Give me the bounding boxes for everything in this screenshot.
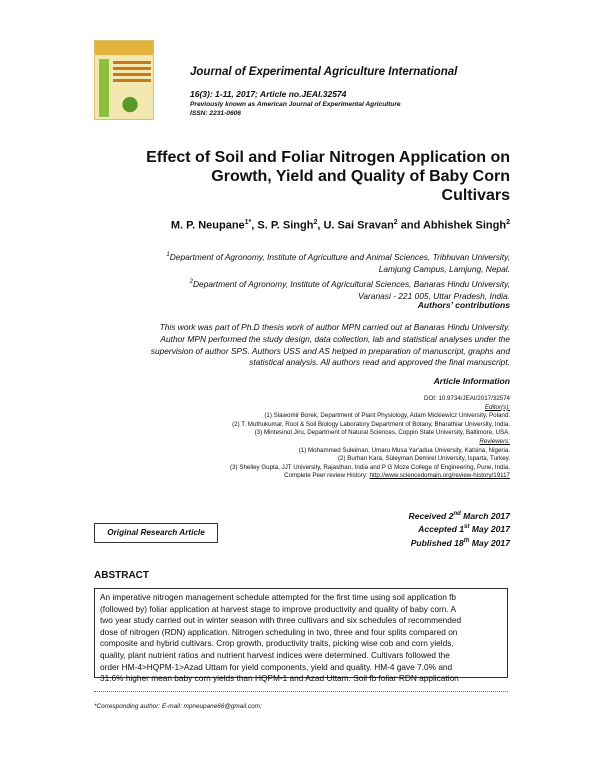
author-separator: , <box>251 219 258 232</box>
editor-entry: (1) Slawomir Borek, Department of Plant Physiology, Adam Mickiewicz University, Poland. <box>264 412 510 420</box>
reviewer-entry: (1) Mohammed Suleiman, Umaru Musa Yar'adua University, Katsina, Nigeria. <box>298 446 510 454</box>
affiliation-cont: Lamjung Campus, Lamjung, Nepal. <box>378 264 510 275</box>
author-separator: and <box>397 219 423 232</box>
article-info-heading: Article Information <box>433 376 510 386</box>
journal-citation: 16(3): 1-11, 2017; Article no.JEAI.32574 <box>190 89 347 99</box>
abstract-line: An imperative nitrogen management schedule attempted for the first time using soil application fb <box>100 592 457 602</box>
journal-issn: ISSN: 2231-0606 <box>190 110 241 117</box>
title-line: Effect of Soil and Foliar Nitrogen Application on <box>146 149 510 166</box>
author-affiliation-mark: 2 <box>313 219 318 226</box>
editor-entry: (3) Mintesinot Jiru, Department of Natural Sciences, Coppin State University, Baltimore, USA. <box>254 429 510 437</box>
abstract-line: quality, plant nutrient ratios and nutrient harvest indices were determined. Cultivars followed the <box>100 649 450 660</box>
title-line: Cultivars <box>441 187 510 204</box>
abstract-line: 31.6% higher mean baby corn yields than HQPM-1 and Azad Uttam. Soil fb foliar RDN application <box>100 673 459 684</box>
affiliation: $^1$Department of Agronomy, Institute of Agriculture and Animal Sciences, Tribhuvan University, <box>166 251 510 262</box>
affiliations <box>130 249 510 302</box>
journal-name: Journal of Experimental Agriculture International <box>190 66 458 78</box>
author-name: U. Sai Sravan <box>323 219 394 232</box>
article-dates <box>409 509 510 549</box>
abstract-box <box>94 588 508 684</box>
author-list <box>171 219 510 232</box>
journal-cover-image <box>94 40 154 120</box>
author-name: Abhishek Singh <box>422 219 507 232</box>
author-separator: , <box>317 219 324 232</box>
journal-previous-name: Previously known as American Journal of Experimental Agriculture <box>190 101 401 108</box>
affiliation: $^2$Department of Agronomy, Institute of Agricultural Sciences, Banaras Hindu University, <box>189 278 510 289</box>
abstract-line: two year study carried out in winter season with three cultivars and six schedules of recommended <box>100 615 462 626</box>
review-history: Complete Peer review History: http://www.sciencedomain.org/review-history/19117 <box>284 472 510 480</box>
abstract-line: dose of nitrogen (RDN) application. Nitrogen scheduling in two, three and four splits compared on <box>100 626 458 637</box>
abstract-heading: ABSTRACT <box>94 570 149 581</box>
article-info <box>110 395 510 481</box>
paper-title <box>70 148 510 205</box>
author-name: S. P. Singh <box>257 219 314 232</box>
review-history-link[interactable]: http://www.sciencedomain.org/review-history/19117 <box>369 472 510 480</box>
received-date: Received 2nd March 2017 <box>408 510 510 521</box>
author-affiliation-mark: 2 <box>506 219 510 226</box>
published-date: Published 18th May 2017 <box>410 537 510 548</box>
author-affiliation-mark: 2 <box>393 219 398 226</box>
contributions-heading: Authors’ contributions <box>417 300 510 310</box>
editors-label: Editor(s): <box>484 403 510 411</box>
author-name: M. P. Neupane <box>170 219 245 232</box>
abstract-line: composite and hybrid cultivars. Crop growth, productivity traits, picking wise cob and corn yields, <box>100 638 454 649</box>
abstract-line: order HM-4>HQPM-1>Azad Uttam for yield components, yield and quality. HM-4 gave 7.0% and <box>100 661 453 672</box>
reviewer-entry: (2) Burhan Kara, Süleyman Demirel University, Isparta, Turkey. <box>337 455 510 463</box>
doi: DOI: 10.9734/JEAI/2017/32574 <box>424 395 510 402</box>
accepted-date: Accepted 1st May 2017 <box>418 524 510 535</box>
footnote-divider <box>94 691 508 692</box>
corresponding-author-footnote: *Corresponding author: E-mail: mpneupane66@gmail.com; <box>94 703 262 710</box>
title-line: Growth, Yield and Quality of Baby Corn <box>211 168 510 185</box>
article-type-badge: Original Research Article <box>94 523 218 543</box>
editor-entry: (2) T. Muthukumar, Root & Soil Biology Laboratory Department of Botany, Bharathiar University, India. <box>232 420 510 428</box>
reviewer-entry: (3) Shelley Gupta, JJT University, Rajasthan, India and P G Moze College of Engineering, Pune, India. <box>230 463 510 471</box>
reviewers-label: Reviewers: <box>479 437 510 445</box>
contributions-text: This work was part of Ph.D thesis work of author MPN carried out at Banaras Hindu University. Author MPN performed the study design, data collection, lab and statistical analyses under the supervision of author SPS. Authors USS and AS helped in preparation of manuscript, graphs and statistical analysis. All authors read and approved the final manuscript. <box>150 322 510 368</box>
affiliation-cont: Varanasi - 221 005, Uttar Pradesh, India. <box>358 290 510 301</box>
abstract-line: (followed by) foliar application at harvest stage to improve productivity and quality of baby corn. A <box>100 603 457 614</box>
author-affiliation-mark: 1* <box>244 219 252 226</box>
